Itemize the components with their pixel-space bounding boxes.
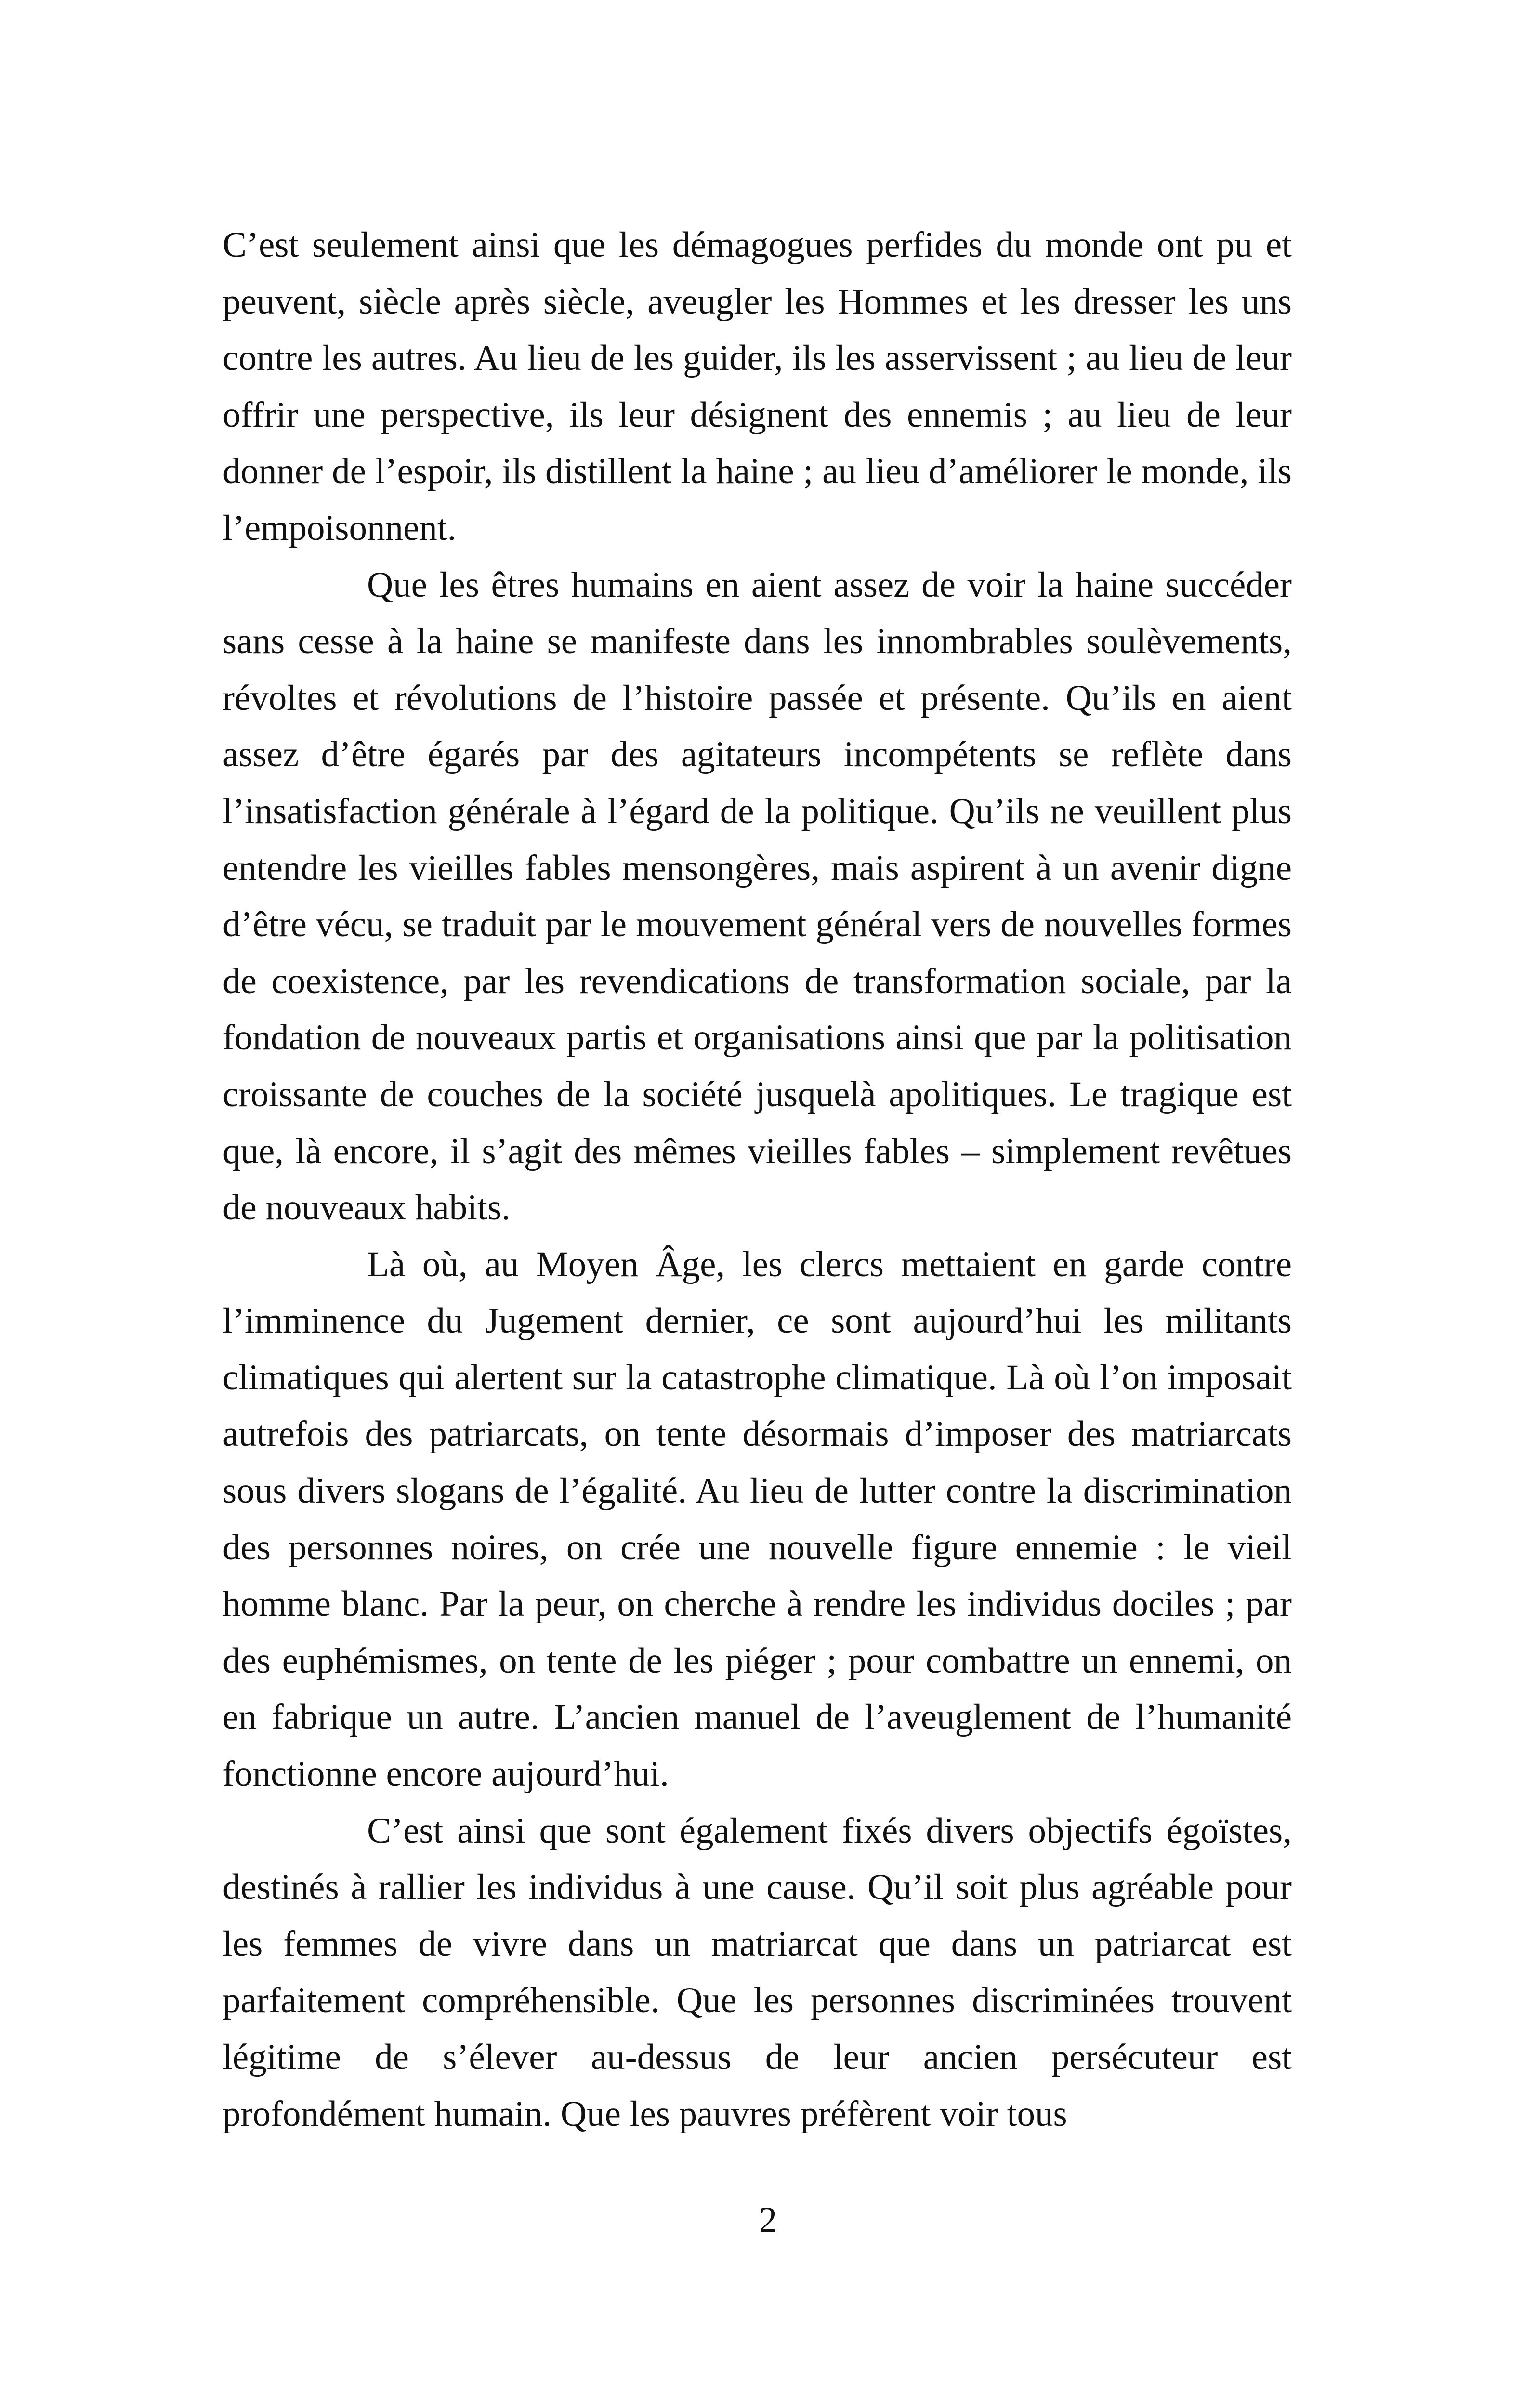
page-number: 2 <box>759 2200 777 2240</box>
paragraph-1: C’est seulement ainsi que les démagogues perfides du monde ont pu et peuvent, siècle après siècle, aveugler les Hommes et les dresser les uns contre les autres. Au lieu de les guider, ils les asservissent ; au lieu de leur offrir une perspective, ils leur désignent des ennemis ; au lieu de leur donner de l’espoir, ils distillent la haine ; au lieu d’améliorer le monde, ils l’empoisonnent. <box>223 225 1292 548</box>
paragraph-4: C’est ainsi que sont également fixés divers objectifs égoïstes, destinés à rallier les individus à une cause. Qu’il soit plus agréable pour les femmes de vivre dans un matriarcat que dans un patriarcat est parfaitement compréhensible. Que les personnes discriminées trouvent légitime de s’élever au-dessus de leur ancien persécuteur est profondément humain. Que les pauvres préfèrent voir tous <box>223 1810 1292 2134</box>
paragraph-3: Là où, au Moyen Âge, les clercs mettaient en garde contre l’imminence du Jugement dernier, ce sont aujourd’hui les militants climatiques qui alertent sur la catastrophe climatique. Là où l’on imposait autrefois des patriarcats, on tente désormais d’imposer des matriarcats sous divers slogans de l’égalité. Au lieu de lutter contre la discrimination des personnes noires, on crée une nouvelle figure ennemie : le vieil homme blanc. Par la peur, on cherche à rendre les individus dociles ; par des euphémismes, on tente de les piéger ; pour combattre un ennemi, on en fabrique un autre. L’ancien manuel de l’aveuglement de l’humanité fonctionne encore aujourd’hui. <box>223 1244 1292 1794</box>
paragraph-2: Que les êtres humains en aient assez de voir la haine succéder sans cesse à la haine se manifeste dans les innombrables soulèvements, révoltes et révolutions de l’histoire passée et présente. Qu’ils en aient assez d’être égarés par des agitateurs incompétents se reflète dans l’insatisfaction générale à l’égard de la politique. Qu’ils ne veuillent plus entendre les vieilles fables mensongères, mais aspirent à un avenir digne d’être vécu, se traduit par le mouvement général vers de nouvelles formes de coexistence, par les revendications de transformation sociale, par la fondation de nouveaux partis et organisations ainsi que par la politisation croissante de couches de la société jusquelà apolitiques. Le tragique est que, là encore, il s’agit des mêmes vieilles fables – simplement revêtues de nouveaux habits. <box>223 564 1292 1228</box>
body-text <box>223 217 1292 2142</box>
